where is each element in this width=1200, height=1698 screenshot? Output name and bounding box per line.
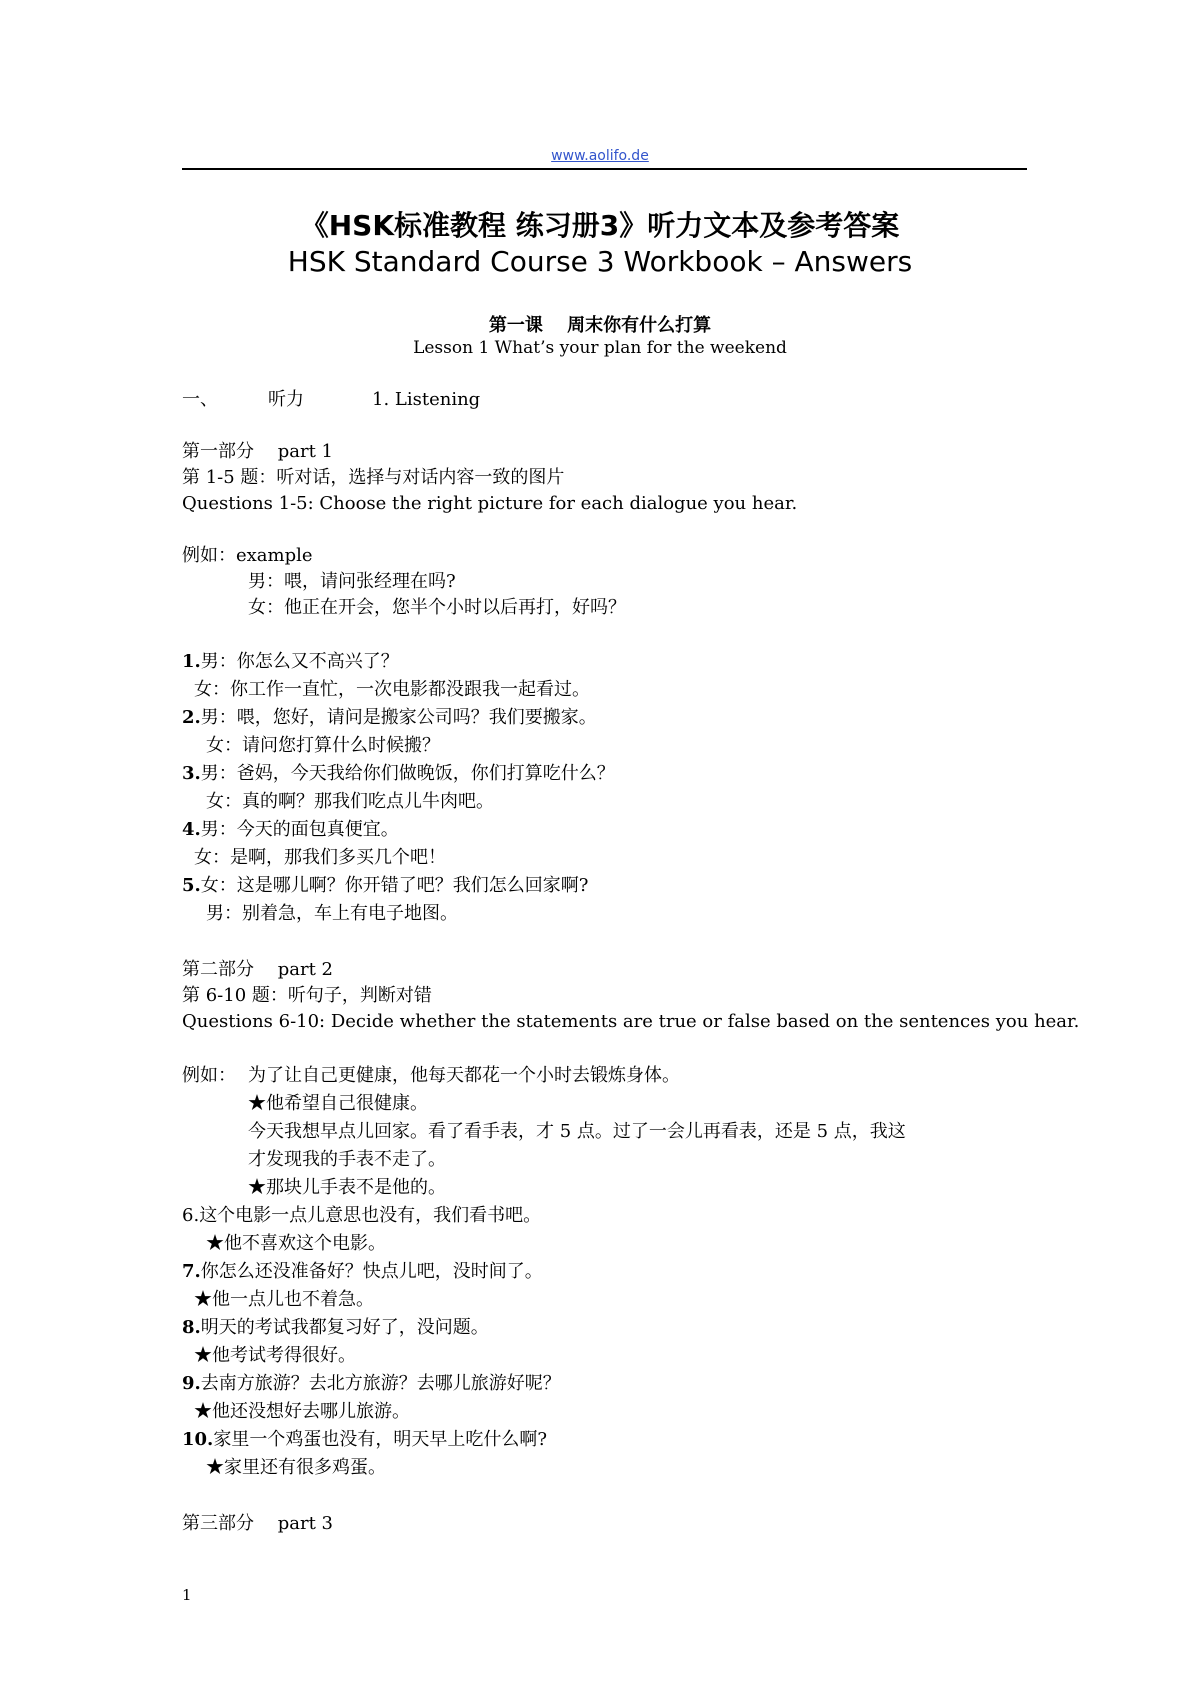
item-line: 男：你怎么又不高兴了？ <box>200 651 399 672</box>
part3-heading: 第三部分 part 3 <box>182 1513 333 1534</box>
item-number: 7. <box>182 1261 201 1282</box>
section-title-en: 1. Listening <box>372 389 481 410</box>
item-line: ★他考试考得很好。 <box>194 1345 356 1366</box>
list-item <box>182 1428 547 1452</box>
lesson-title-en: Lesson 1 What’s your plan for the weekend <box>413 338 787 358</box>
item-line: 女：这是哪儿啊？你开错了吧？我们怎么回家啊? <box>200 875 589 896</box>
item-line: 你怎么还没准备好？快点儿吧，没时间了。 <box>200 1261 543 1282</box>
item-line: ★他不喜欢这个电影。 <box>206 1233 386 1254</box>
list-item <box>182 1372 561 1396</box>
list-item <box>182 1316 489 1340</box>
item-line: ★他一点儿也不着急。 <box>194 1289 374 1310</box>
part1-example-line: 女：他正在开会，您半个小时以后再打，好吗？ <box>248 597 626 618</box>
title-en: HSK Standard Course 3 Workbook – Answers <box>287 245 913 278</box>
item-number: 6. <box>182 1205 200 1226</box>
lesson-title-zh: 第一课 周末你有什么打算 <box>488 315 712 336</box>
part1-heading: 第一部分 part 1 <box>182 441 333 462</box>
page-number: 1 <box>182 1586 192 1604</box>
part2-example-line: 今天我想早点儿回家。看了看手表，才 5 点。过了一会儿再看表，还是 5 点，我这 <box>248 1121 906 1142</box>
item-line: 去南方旅游？去北方旅游？去哪儿旅游好呢？ <box>200 1373 561 1394</box>
list-item <box>182 1260 543 1284</box>
item-line: ★家里还有很多鸡蛋。 <box>206 1457 386 1478</box>
item-number: 5. <box>182 875 201 896</box>
item-line: 男：别着急，车上有电子地图。 <box>206 903 458 924</box>
item-line: 女：你工作一直忙，一次电影都没跟我一起看过。 <box>194 679 590 700</box>
item-line: ★他还没想好去哪儿旅游。 <box>194 1401 410 1422</box>
list-item <box>182 706 597 730</box>
item-line: 男：爸妈，今天我给你们做晚饭，你们打算吃什么？ <box>200 763 615 784</box>
part2-instruction-en: Questions 6-10: Decide whether the statements are true or false based on the sentences you hear. <box>182 1011 1080 1032</box>
item-number: 10. <box>182 1429 214 1450</box>
item-number: 3. <box>182 763 201 784</box>
list-item <box>182 650 399 674</box>
section-number: 一、 <box>182 389 218 410</box>
title-zh: 《HSK标准教程 练习册3》听力文本及参考答案 <box>300 209 900 242</box>
part2-example-label: 例如： <box>182 1065 236 1086</box>
item-number: 4. <box>182 819 201 840</box>
item-number: 2. <box>182 707 201 728</box>
site-link-header <box>0 148 1200 164</box>
item-number: 8. <box>182 1317 201 1338</box>
part1-example-label: 例如：example <box>182 545 313 566</box>
part2-example-line: 才发现我的手表不走了。 <box>248 1149 446 1170</box>
item-number: 1. <box>182 651 201 672</box>
site-link[interactable]: www.aolifo.de <box>551 148 649 164</box>
item-line: 明天的考试我都复习好了，没问题。 <box>200 1317 489 1338</box>
item-line: 女：真的啊？那我们吃点儿牛肉吧。 <box>206 791 494 812</box>
part2-example-line: ★他希望自己很健康。 <box>248 1093 428 1114</box>
part2-example-line: ★那块儿手表不是他的。 <box>248 1177 446 1198</box>
item-number: 9. <box>182 1373 201 1394</box>
item-line: 女：是啊，那我们多买几个吧！ <box>194 847 446 868</box>
part1-instruction-zh: 第 1-5 题：听对话，选择与对话内容一致的图片 <box>182 467 565 488</box>
item-line: 这个电影一点儿意思也没有，我们看书吧。 <box>199 1205 542 1226</box>
item-line: 男：今天的面包真便宜。 <box>200 819 399 840</box>
item-line: 男：喂，您好，请问是搬家公司吗？我们要搬家。 <box>200 707 597 728</box>
part2-heading: 第二部分 part 2 <box>182 959 333 980</box>
part2-example-line: 为了让自己更健康，他每天都花一个小时去锻炼身体。 <box>248 1065 680 1086</box>
section-title-zh: 听力 <box>268 389 304 410</box>
list-item <box>182 762 615 786</box>
item-line: 家里一个鸡蛋也没有，明天早上吃什么啊? <box>213 1429 547 1450</box>
part1-example-line: 男：喂，请问张经理在吗? <box>248 571 456 592</box>
list-item <box>182 1204 541 1228</box>
part1-instruction-en: Questions 1-5: Choose the right picture for each dialogue you hear. <box>182 493 798 514</box>
header-rule <box>182 168 1027 170</box>
part2-instruction-zh: 第 6-10 题：听句子，判断对错 <box>182 985 432 1006</box>
item-line: 女：请问您打算什么时候搬？ <box>206 735 440 756</box>
list-item <box>182 818 399 842</box>
list-item <box>182 874 588 898</box>
